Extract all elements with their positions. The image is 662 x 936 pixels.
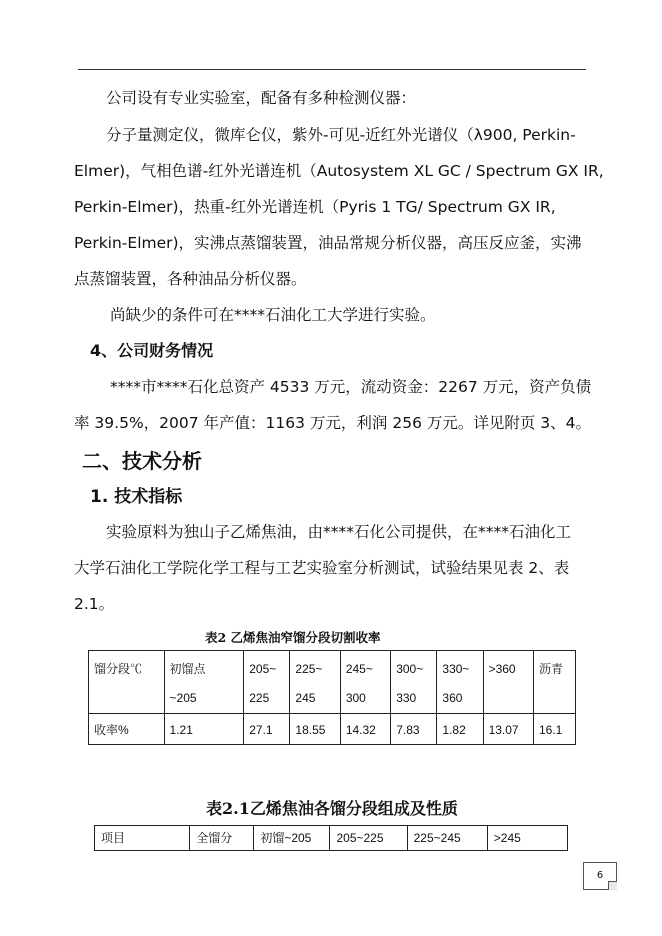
table2-header-cell: 330~ 360: [437, 651, 483, 714]
table2-caption: 表2 乙烯焦油窄馏分段切割收率: [205, 630, 381, 645]
table2-header-cell: 245~ 300: [340, 651, 390, 714]
para-instruments-line1: [106, 125, 618, 145]
table21-header-cell: 全馏分: [190, 826, 254, 851]
table2-header-cell: 初馏点 ~205: [164, 651, 244, 714]
para-lab-intro: 公司设有专业实验室，配备有多种检测仪器：: [106, 89, 417, 107]
heading-section-2: 二、技术分析: [82, 449, 202, 473]
header-rule: [78, 69, 586, 70]
table2-value-cell: 1.21: [164, 714, 244, 745]
table2-header-cell: 205~ 225: [244, 651, 290, 714]
table21-header-cell: 205~225: [330, 826, 407, 851]
para-missing: 尚缺少的条件可在****石油化工大学进行实验。: [110, 306, 436, 324]
table2-value-cell: 18.55: [290, 714, 340, 745]
table2-value-cell: 13.07: [483, 714, 533, 745]
para-instruments-line4: [74, 233, 586, 253]
table2-header-cell: 馏分段℃: [89, 651, 165, 714]
table2-header-cell: >360: [483, 651, 533, 714]
para-instruments-text-1: 分子量测定仪，微库仑仪，紫外-可见-近红外光谱仪（λ900, Perkin-: [106, 126, 576, 144]
table2-row-label: 收率%: [89, 714, 165, 745]
para-finance-line2: 率 39.5%，2007 年产值：1163 万元，利润 256 万元。详见附页 3、4。: [74, 414, 592, 432]
para-material-line2: 大学石油化工学院化学工程与工艺实验室分析测试，试验结果见表 2、表: [74, 559, 570, 577]
table2-header-cell: 沥青: [533, 651, 575, 714]
para-instruments-line5: [74, 269, 586, 289]
table2-value-cell: 7.83: [391, 714, 437, 745]
table2: [88, 650, 576, 745]
para-instruments-text-3: Perkin-Elmer)，热重-红外光谱连机（Pyris 1 TG/ Spectrum GX IR,: [74, 198, 556, 216]
table2-value-cell: 14.32: [340, 714, 390, 745]
heading-indicators: 1. 技术指标: [90, 487, 183, 507]
para-material-line3: 2.1。: [74, 595, 115, 613]
table21-header-cell: 初馏~205: [254, 826, 330, 851]
para-finance-line1: ****市****石化总资产 4533 万元，流动资金：2267 万元，资产负债: [110, 378, 592, 396]
page-number: 6: [583, 862, 617, 890]
table21-header-cell: 225~245: [407, 826, 487, 851]
para-instruments-text-4: Perkin-Elmer)，实沸点蒸馏装置，油品常规分析仪器，高压反应釜，实沸: [74, 234, 582, 252]
table21-header-cell: 项目: [95, 826, 190, 851]
table21-caption: 表2.1乙烯焦油各馏分段组成及性质: [206, 799, 458, 818]
table2-header-cell: 300~ 330: [391, 651, 437, 714]
para-instruments-text-2: Elmer)，气相色谱-红外光谱连机（Autosystem XL GC / Spectrum GX IR,: [74, 162, 604, 180]
para-instruments-text-5: 点蒸馏装置，各种油品分析仪器。: [74, 270, 307, 288]
para-instruments-line3: [74, 197, 586, 217]
table2-value-cell: 16.1: [533, 714, 575, 745]
para-instruments-line2: [74, 161, 604, 181]
table2-value-cell: 27.1: [244, 714, 290, 745]
table2-header-cell: 225~ 245: [290, 651, 340, 714]
table21-header-cell: >245: [487, 826, 567, 851]
para-material-line1: 实验原料为独山子乙烯焦油，由****石化公司提供，在****石油化工: [106, 523, 572, 541]
table21: [94, 825, 568, 851]
table2-value-cell: 1.82: [437, 714, 483, 745]
heading-finance: 4、公司财务情况: [90, 341, 214, 360]
